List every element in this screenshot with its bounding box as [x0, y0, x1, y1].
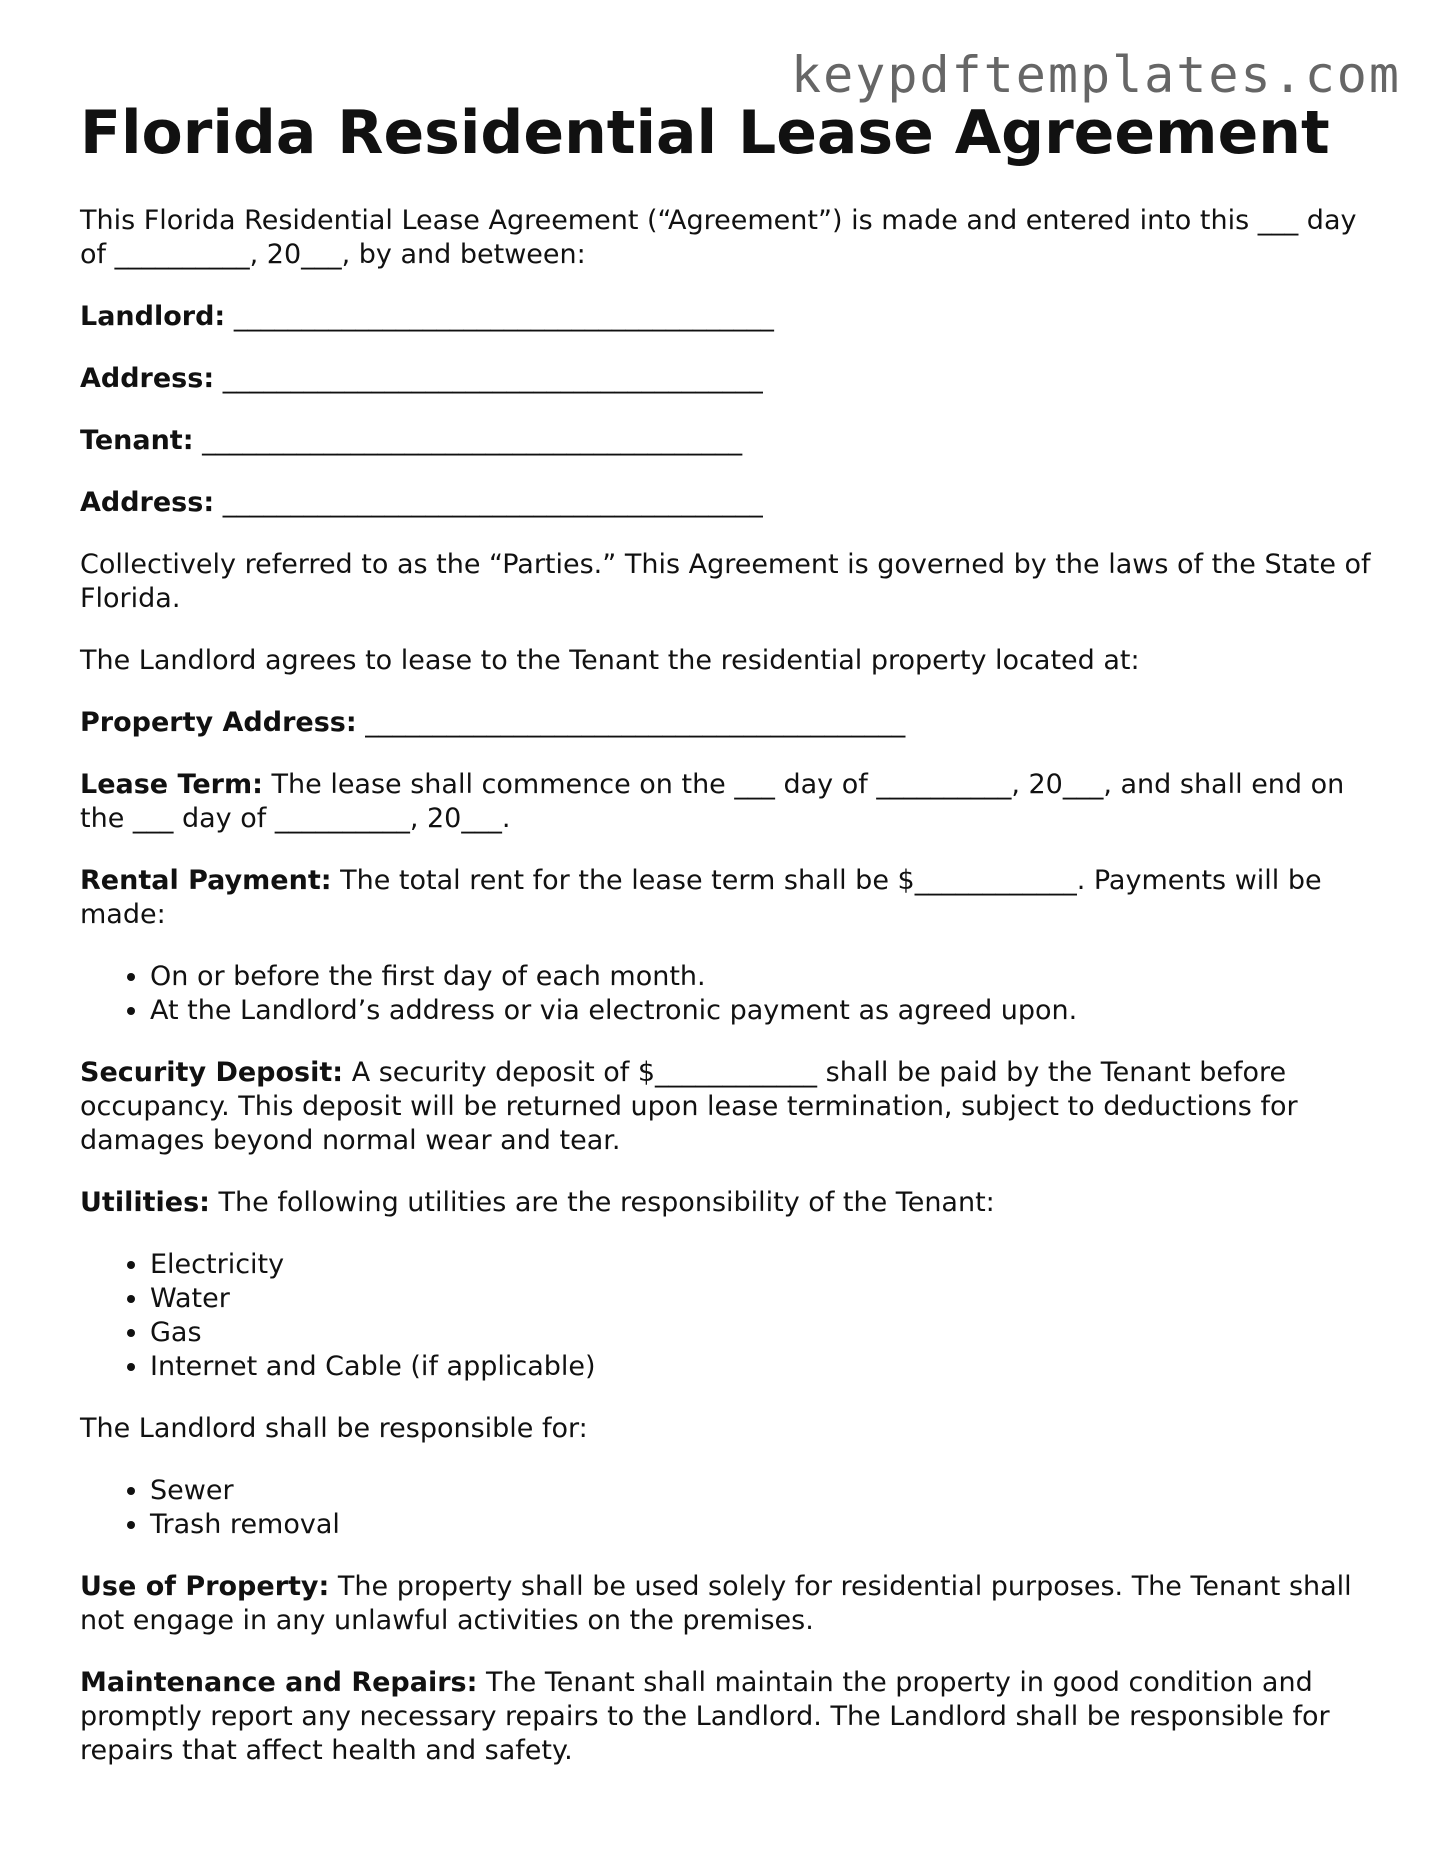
tenant-address-line	[80, 486, 1380, 520]
landlord-line	[80, 300, 1380, 334]
tenant-blank: ________________________________________	[202, 425, 743, 456]
list-item: • At the Landlord’s address or via electronic payment as agreed upon.	[150, 994, 1380, 1028]
landlord-label: Landlord:	[80, 301, 226, 332]
watermark: keypdftemplates.com	[791, 46, 1401, 104]
security-deposit-text: A security deposit of $____________ shall be paid by the Tenant before occupancy. This deposit will be returned upon lease termination, subject to deductions for damages beyond normal wear and tear.	[80, 1057, 1298, 1156]
lease-term-text: The lease shall commence on the ___ day of __________, 20___, and shall end on the ___ day of __________, 20___.	[80, 769, 1345, 834]
property-address-label: Property Address:	[80, 707, 357, 738]
utilities-section	[80, 1186, 1380, 1220]
lease-term-section	[80, 768, 1380, 836]
landlord-address-line	[80, 362, 1380, 396]
list-item: • Electricity	[150, 1248, 1380, 1282]
list-item: • Trash removal	[150, 1508, 1380, 1542]
rental-payment-list	[80, 960, 1380, 1028]
tenant-label: Tenant:	[80, 425, 194, 456]
list-item: • Gas	[150, 1316, 1380, 1350]
tenant-address-label: Address:	[80, 487, 215, 518]
rental-payment-section	[80, 864, 1380, 932]
maintenance-label: Maintenance and Repairs:	[80, 1667, 478, 1698]
utilities-label: Utilities:	[80, 1187, 210, 1218]
use-of-property-text: The property shall be used solely for residential purposes. The Tenant shall not engage in any unlawful activities on the premises.	[80, 1571, 1352, 1636]
document-body	[80, 100, 1380, 1796]
use-of-property-label: Use of Property:	[80, 1571, 330, 1602]
landlord-blank: ________________________________________	[233, 301, 774, 332]
use-of-property-section	[80, 1570, 1380, 1638]
landlord-address-label: Address:	[80, 363, 215, 394]
security-deposit-label: Security Deposit:	[80, 1057, 344, 1088]
list-item: • Internet and Cable (if applicable)	[150, 1350, 1380, 1384]
rental-payment-label: Rental Payment:	[80, 865, 332, 896]
document-title: Florida Residential Lease Agreement	[80, 98, 1330, 168]
property-address-blank: ________________________________________	[365, 707, 906, 738]
tenant-line	[80, 424, 1380, 458]
lease-statement: The Landlord agrees to lease to the Tenant the residential property located at:	[80, 645, 1140, 676]
property-address-line	[80, 706, 1380, 740]
rental-payment-text: The total rent for the lease term shall be $____________. Payments will be made:	[80, 865, 1322, 930]
list-item: • On or before the first day of each month.	[150, 960, 1380, 994]
intro-paragraph: This Florida Residential Lease Agreement (“Agreement”) is made and entered into this ___ day of __________, 20___, by and between:	[80, 205, 1357, 270]
landlord-utilities-list	[80, 1474, 1380, 1542]
maintenance-text: The Tenant shall maintain the property in good condition and promptly report any necessary repairs to the Landlord. The Landlord shall be responsible for repairs that affect health and safety.	[80, 1667, 1330, 1766]
security-deposit-section	[80, 1056, 1380, 1158]
utilities-text: The following utilities are the responsibility of the Tenant:	[218, 1187, 995, 1218]
maintenance-section	[80, 1666, 1380, 1768]
landlord-address-blank: ________________________________________	[222, 363, 763, 394]
tenant-utilities-list	[80, 1248, 1380, 1384]
list-item: • Sewer	[150, 1474, 1380, 1508]
tenant-address-blank: ________________________________________	[222, 487, 763, 518]
lease-term-label: Lease Term:	[80, 769, 263, 800]
list-item: • Water	[150, 1282, 1380, 1316]
landlord-utilities-text: The Landlord shall be responsible for:	[80, 1413, 588, 1444]
collective-paragraph: Collectively referred to as the “Parties.” This Agreement is governed by the laws of the State of Florida.	[80, 549, 1371, 614]
